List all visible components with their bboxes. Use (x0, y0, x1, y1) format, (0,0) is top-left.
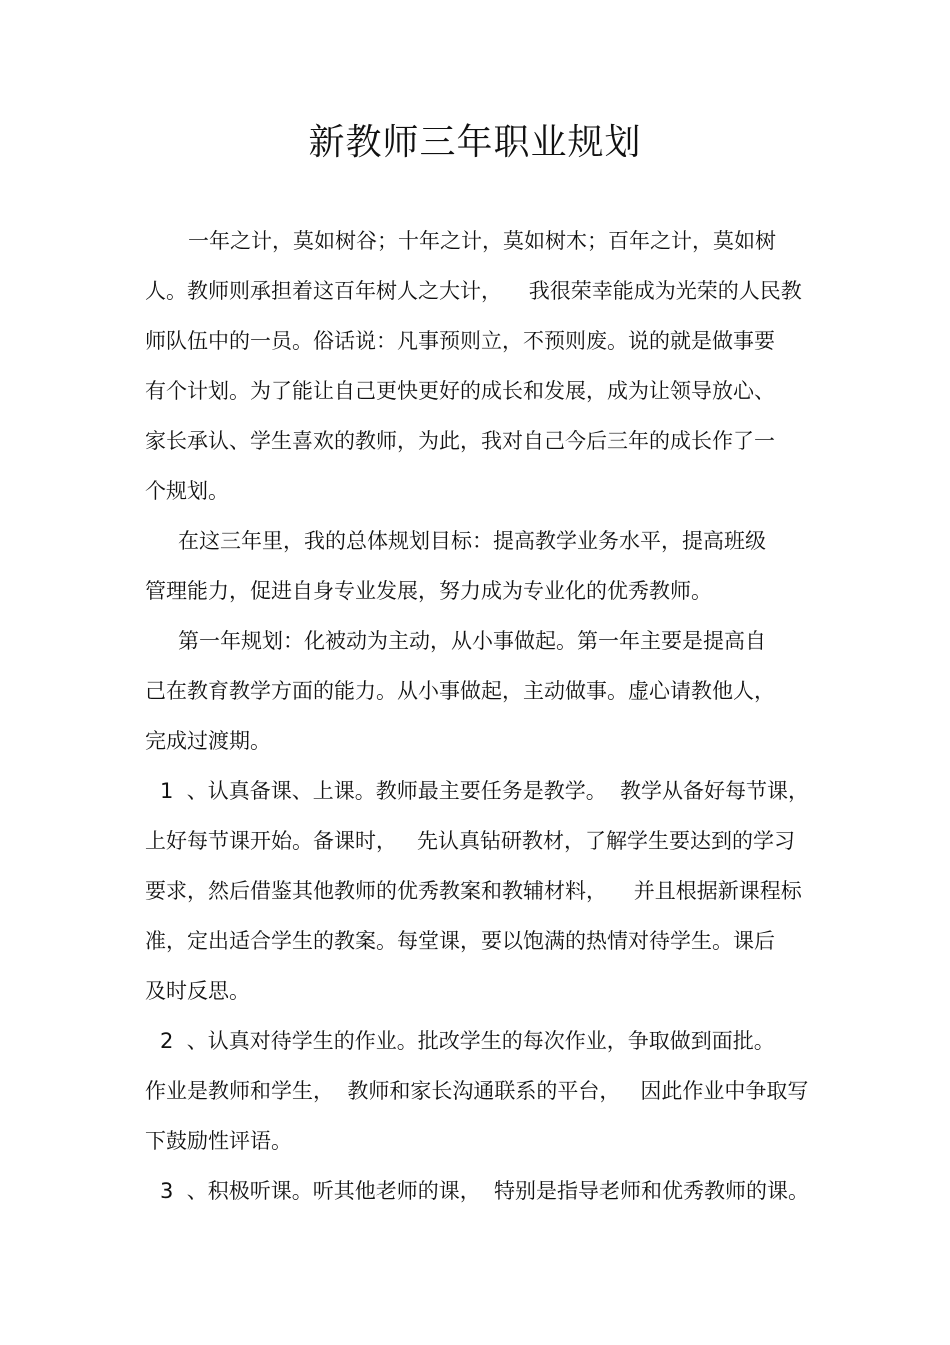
text-line: 及时反思。 (145, 979, 250, 1003)
text-line: 管理能力，促进自身专业发展，努力成为专业化的优秀教师。 (145, 579, 712, 603)
text-line: 2 、认真对待学生的作业。批改学生的每次作业，争取做到面批。 (160, 1029, 775, 1053)
text-line: 上好每节课开始。备课时， 先认真钻研教材，了解学生要达到的学习 (145, 829, 796, 853)
text-line: 作业是教师和学生， 教师和家长沟通联系的平台， 因此作业中争取写 (145, 1079, 809, 1103)
text-line: 人。教师则承担着这百年树人之大计， 我很荣幸能成为光荣的人民教 (145, 279, 802, 303)
text-line: 个规划。 (145, 479, 229, 503)
text-line: 己在教育教学方面的能力。从小事做起，主动做事。虚心请教他人， (145, 679, 775, 703)
text-line: 完成过渡期。 (145, 729, 271, 753)
text-line: 第一年规划：化被动为主动，从小事做起。第一年主要是提高自 (178, 629, 766, 653)
text-line: 要求，然后借鉴其他教师的优秀教案和教辅材料， 并且根据新课程标 (145, 879, 802, 903)
text-line: 准，定出适合学生的教案。每堂课，要以饱满的热情对待学生。课后 (145, 929, 775, 953)
text-line: 有个计划。为了能让自己更快更好的成长和发展，成为让领导放心、 (145, 379, 775, 403)
text-line: 师队伍中的一员。俗话说：凡事预则立，不预则废。说的就是做事要 (145, 329, 775, 353)
text-line: 3 、积极听课。听其他老师的课， 特别是指导老师和优秀教师的课。 (160, 1179, 810, 1203)
document-title: 新教师三年职业规划 (308, 122, 642, 163)
text-line: 1 、认真备课、上课。教师最主要任务是教学。 教学从备好每节课， (160, 779, 810, 803)
text-line: 一年之计，莫如树谷；十年之计，莫如树木；百年之计，莫如树 (188, 229, 776, 253)
text-line: 下鼓励性评语。 (145, 1129, 292, 1153)
text-line: 在这三年里，我的总体规划目标：提高教学业务水平，提高班级 (178, 529, 766, 553)
text-line: 家长承认、学生喜欢的教师，为此，我对自己今后三年的成长作了一 (145, 429, 775, 453)
